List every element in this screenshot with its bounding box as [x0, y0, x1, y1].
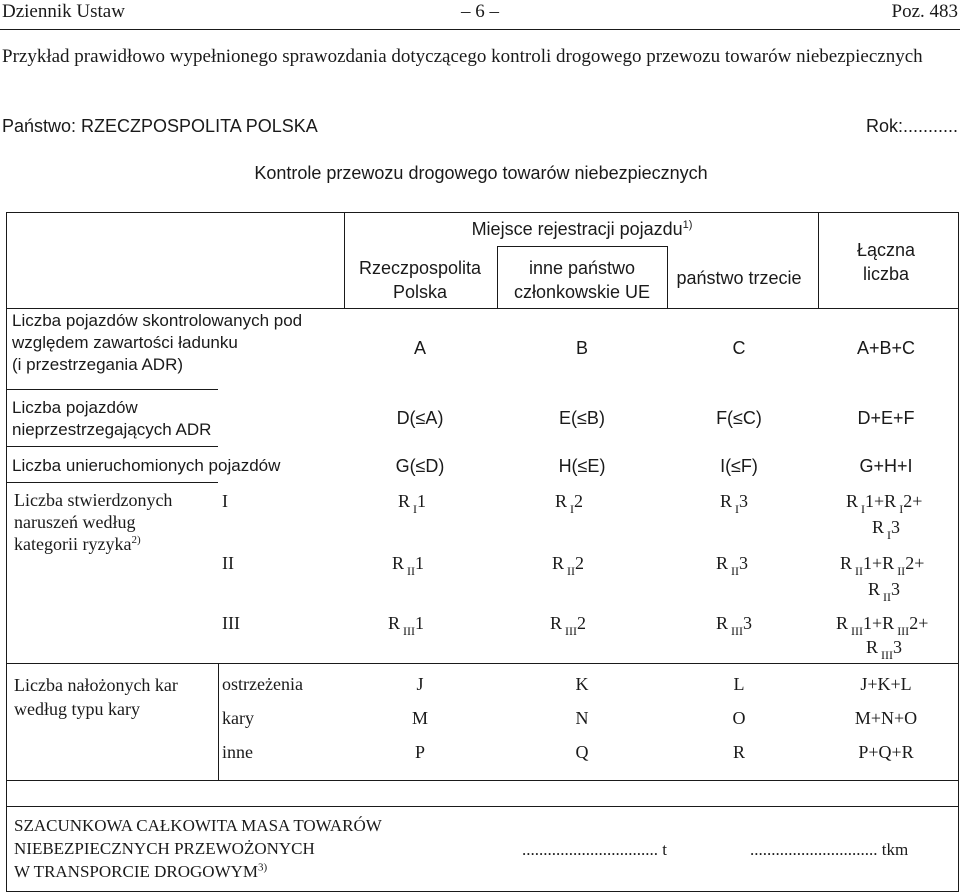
row-label-controlled	[12, 310, 302, 376]
cell-fine-total: M+N+O	[854, 708, 918, 728]
cell-other-pl: P	[414, 742, 426, 762]
r-num: 1	[865, 491, 875, 511]
row-label-infr-l3	[14, 533, 172, 555]
cell-warn-total: J+K+L	[860, 674, 912, 694]
cell-risk-iii-pl	[388, 612, 424, 636]
cell-immobilised-pl: G(≤D)	[395, 456, 445, 476]
hdr-sep-3	[497, 246, 498, 308]
r-sub: III	[403, 624, 416, 638]
r-letter: R	[555, 491, 568, 511]
r-num: 1	[863, 613, 873, 633]
cell-risk-iii-eu	[550, 612, 586, 636]
cell-controlled-pl: A	[413, 338, 427, 358]
cell-noncompliant-pl: D(≤A)	[396, 408, 444, 428]
cell-risk-iii-third	[716, 612, 752, 636]
row-rule-3a	[6, 446, 218, 447]
cell-risk-i-eu	[555, 490, 583, 514]
cell-risk-ii-pl	[392, 552, 424, 576]
row-rule-4a	[6, 482, 218, 483]
r-sub: I	[413, 502, 418, 516]
cell-noncompliant-eu: E(≤B)	[559, 408, 605, 428]
r-letter: R	[840, 553, 853, 573]
col-header-third: państwo trzecie	[676, 268, 802, 288]
risk-cat-iii: III	[222, 613, 240, 633]
r-letter: R	[716, 613, 729, 633]
col-header-total	[857, 238, 915, 286]
col-header-eu	[514, 256, 650, 304]
mass-note: 3)	[258, 861, 268, 874]
risk-cat-ii: II	[222, 553, 234, 573]
r-num: 3	[891, 579, 901, 599]
r-letter: R	[716, 553, 729, 573]
row-label-infr-note: 2)	[131, 534, 141, 546]
cell-fine-third: O	[732, 708, 746, 728]
page-number: – 6 –	[461, 1, 499, 22]
r-letter: R	[398, 491, 411, 511]
cell-controlled-third: C	[732, 338, 746, 358]
cell-fine-pl: M	[411, 708, 429, 728]
col-header-eu-line2: członkowskie UE	[513, 282, 651, 302]
cell-risk-i-total-l2	[872, 516, 900, 540]
col-header-total-line1: Łączna	[856, 240, 916, 260]
row-label-controlled-l2: względem zawartości ładunku	[12, 333, 238, 352]
cell-immobilised-third: I(≤F)	[720, 456, 758, 476]
penalty-type-fines: kary	[222, 708, 254, 728]
cell-warn-eu: K	[575, 674, 589, 694]
r-letter: R	[392, 553, 405, 573]
hdr-sep-1	[344, 212, 345, 308]
year-field: Rok:...........	[865, 116, 958, 136]
cell-risk-i-total: R $_I$1+R $_I$2+	[846, 491, 923, 516]
r-letter: R	[872, 517, 885, 537]
r-num: 2	[903, 491, 913, 511]
r-letter: R	[388, 613, 401, 633]
r-num: 2	[574, 491, 584, 511]
row-label-infr-l2: naruszeń według	[14, 512, 136, 532]
r-letter: R	[866, 637, 879, 657]
cell-warn-third: L	[733, 674, 745, 694]
cell-other-total: P+Q+R	[858, 742, 914, 762]
penalty-type-sep	[218, 663, 219, 780]
cell-risk-iii-total-l2	[866, 636, 902, 660]
r-num: 3	[891, 517, 901, 537]
col-header-eu-line1: inne państwo	[528, 258, 636, 278]
r-sub: II	[897, 564, 906, 578]
row-label-immobilised: Liczba unieruchomionych pojazdów	[12, 456, 281, 475]
cell-risk-ii-total: R $_{II}$1+R $_{II}$2+	[840, 553, 925, 578]
r-sub: II	[883, 590, 892, 604]
row-label-penalties-l2: według typu kary	[14, 699, 140, 719]
col-header-pl	[359, 256, 481, 304]
mass-label-l3-text: W TRANSPORCIE DROGOWYM	[14, 862, 259, 881]
row-label-infr-l1: Liczba stwierdzonych	[14, 490, 173, 510]
journal-name: Dziennik Ustaw	[2, 1, 125, 22]
r-sub: III	[851, 624, 864, 638]
cell-immobilised-eu: H(≤E)	[558, 456, 606, 476]
r-letter: R	[550, 613, 563, 633]
r-sub: III	[565, 624, 578, 638]
header-rule	[0, 29, 960, 30]
r-sub: II	[407, 564, 416, 578]
row-label-controlled-l1: Liczba pojazdów skontrolowanych pod	[12, 311, 303, 330]
mass-label-l3	[14, 860, 382, 883]
table-right-border	[958, 212, 959, 892]
cell-other-third: R	[732, 742, 746, 762]
country-label: Państwo: RZECZPOSPOLITA POLSKA	[2, 116, 318, 136]
row-label-infr-l3-text: kategorii ryzyka	[14, 534, 132, 554]
row-label-controlled-l3: (i przestrzegania ADR)	[12, 355, 184, 374]
r-letter: R	[552, 553, 565, 573]
r-sub: I	[861, 502, 866, 516]
penalty-type-warnings: ostrzeżenia	[222, 674, 303, 694]
table-bottom-border	[6, 891, 959, 892]
cell-other-eu: Q	[575, 742, 589, 762]
row-label-penalties-l1: Liczba nałożonych kar	[14, 675, 178, 695]
row-label-noncompliant	[12, 397, 211, 441]
mass-tonnes-field: ................................ t	[522, 840, 667, 859]
hdr-sep-2	[818, 212, 819, 308]
cell-controlled-eu: B	[575, 338, 589, 358]
r-num: 2	[905, 553, 915, 573]
row-label-noncompliant-l1: Liczba pojazdów	[12, 398, 138, 417]
col-group-label: Miejsce rejestracji pojazdu	[471, 219, 683, 239]
r-num: 3	[739, 491, 749, 511]
row-rule-5	[6, 663, 959, 664]
cell-risk-ii-eu	[552, 552, 584, 576]
row-label-noncompliant-l2: nieprzestrzegających ADR	[12, 420, 212, 439]
r-sub: I	[570, 502, 575, 516]
row-rule-1	[6, 308, 959, 309]
col-header-pl-line1: Rzeczpospolita	[358, 258, 482, 278]
r-letter: R	[882, 553, 895, 573]
col-header-pl-line2: Polska	[392, 282, 448, 302]
r-letter: R	[884, 491, 897, 511]
r-num: 3	[743, 613, 753, 633]
row-rule-7	[6, 806, 959, 807]
r-sub: I	[887, 528, 892, 542]
table-top-border	[6, 212, 959, 213]
r-num: 3	[893, 637, 903, 657]
r-letter: R	[720, 491, 733, 511]
r-sub: III	[881, 648, 894, 662]
r-sub: III	[731, 624, 744, 638]
cell-immobilised-total: G+H+I	[859, 456, 913, 476]
col-header-total-line2: liczba	[862, 264, 910, 284]
mass-label	[14, 814, 382, 883]
r-num: 2	[577, 613, 587, 633]
cell-risk-ii-total-l2	[868, 578, 900, 602]
page-title: Przykład prawidłowo wypełnionego sprawozdania dotyczącego kontroli drogowego przewozu towarów niebezpiecznych	[2, 46, 923, 67]
table-left-border	[6, 212, 7, 892]
r-num: 2	[909, 613, 919, 633]
cell-risk-i-pl	[398, 490, 426, 514]
cell-noncompliant-total: D+E+F	[857, 408, 915, 428]
row-rule-6	[6, 780, 959, 781]
row-label-infringements	[14, 489, 172, 555]
mass-tkm-field: .............................. tkm	[750, 840, 909, 859]
r-num: 1	[417, 491, 427, 511]
r-sub: I	[899, 502, 904, 516]
item-number: Poz. 483	[891, 1, 958, 22]
cell-controlled-total: A+B+C	[856, 338, 916, 358]
hdr-group-rule	[497, 246, 667, 247]
r-num: 1	[415, 613, 425, 633]
r-letter: R	[868, 579, 881, 599]
r-sub: II	[567, 564, 576, 578]
row-label-penalties	[14, 673, 178, 721]
cell-warn-pl: J	[416, 674, 424, 694]
cell-risk-i-third	[720, 490, 748, 514]
r-sub: I	[735, 502, 740, 516]
mass-label-l2: NIEBEZPIECZNYCH PRZEWOŻONYCH	[14, 839, 315, 858]
cell-risk-ii-third	[716, 552, 748, 576]
r-num: 3	[739, 553, 749, 573]
r-sub: II	[731, 564, 740, 578]
r-num: 2	[575, 553, 585, 573]
row-rule-2a	[6, 389, 218, 390]
cell-fine-eu: N	[575, 708, 589, 728]
table-title: Kontrole przewozu drogowego towarów niebezpiecznych	[254, 163, 708, 183]
r-num: 1	[415, 553, 425, 573]
penalty-type-other: inne	[222, 742, 253, 762]
risk-cat-i: I	[222, 491, 228, 511]
cell-noncompliant-third: F(≤C)	[716, 408, 762, 428]
r-sub: II	[855, 564, 864, 578]
col-group-note: 1)	[682, 219, 693, 231]
r-letter: R	[882, 613, 895, 633]
r-letter: R	[836, 613, 849, 633]
hdr-sep-4	[667, 246, 668, 308]
col-group-header	[472, 219, 693, 240]
cell-risk-iii-total: R $_{III}$1+R $_{III}$2+	[836, 613, 929, 638]
r-sub: III	[897, 624, 910, 638]
mass-label-l1: SZACUNKOWA CAŁKOWITA MASA TOWARÓW	[14, 816, 382, 835]
r-letter: R	[846, 491, 859, 511]
r-num: 1	[863, 553, 873, 573]
